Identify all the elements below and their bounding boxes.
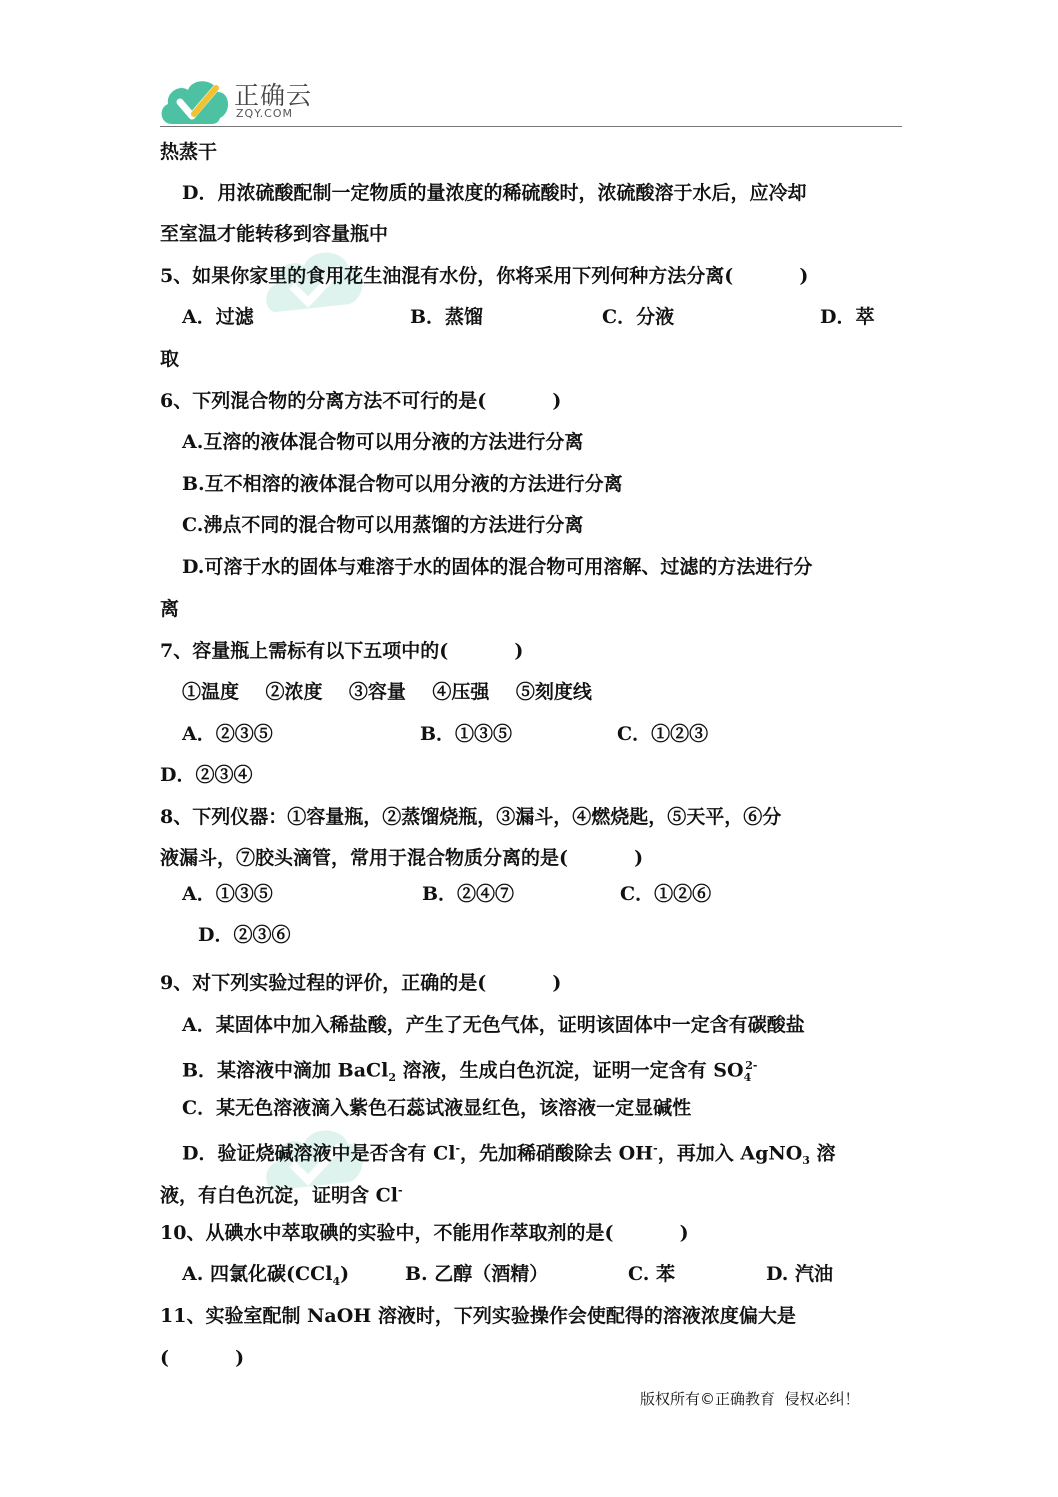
- text-run: 溶: [809, 1142, 836, 1165]
- question-7: 7、容量瓶上需标有以下五项中的( ): [160, 640, 524, 662]
- option: A．①③⑤: [182, 883, 273, 905]
- option: [182, 1262, 349, 1294]
- text-run: 液，有白色沉淀，证明含 Cl: [160, 1184, 398, 1207]
- text-line: D．用浓硫酸配制一定物质的量浓度的稀硫酸时，浓硫酸溶于水后，应冷却: [182, 182, 807, 204]
- text-line: 热蒸干: [160, 141, 218, 163]
- superscript: 2-: [745, 1059, 758, 1072]
- text-line: [160, 1179, 403, 1207]
- text-run: ，先加稀硝酸除去 OH: [460, 1142, 654, 1165]
- option: C．①②⑥: [620, 883, 712, 905]
- option: B．蒸馏: [410, 306, 484, 328]
- superscript: -: [653, 1142, 658, 1155]
- superscript: -: [455, 1142, 461, 1155]
- text-line: 离: [160, 598, 180, 620]
- text-line: 液漏斗，⑦胶头滴管，常用于混合物质分离的是( ): [160, 847, 644, 869]
- text-run: A. 四氯化碳(CCl: [182, 1263, 333, 1285]
- option: A．某固体中加入稀盐酸，产生了无色气体，证明该固体中一定含有碳酸盐: [182, 1014, 805, 1036]
- question-9: 9、对下列实验过程的评价，正确的是( ): [160, 972, 562, 994]
- text-run: ): [340, 1263, 350, 1285]
- text-line: ( ): [160, 1347, 245, 1369]
- question-5: 5、如果你家里的食用花生油混有水份，你将采用下列何种方法分离( ): [160, 265, 809, 287]
- option: D. 汽油: [766, 1263, 834, 1285]
- option: D．萃: [820, 306, 875, 328]
- superscript: -: [397, 1184, 403, 1197]
- text-line: 取: [160, 348, 180, 370]
- option: [182, 1137, 836, 1173]
- logo-text-en: ZQY.COM: [236, 107, 294, 120]
- text-run: 溶液，生成白色沉淀，证明一定含有 SO: [396, 1059, 744, 1082]
- text-run: B．某溶液中滴加 BaCl: [182, 1059, 389, 1082]
- header-divider: [160, 126, 902, 127]
- question-10: 10、从碘水中萃取碘的实验中，不能用作萃取剂的是( ): [160, 1222, 689, 1244]
- question-11: 11、实验室配制 NaOH 溶液时，下列实验操作会使配得的溶液浓度偏大是: [160, 1305, 796, 1327]
- cloud-check-icon: [158, 74, 230, 128]
- subscript: 4: [332, 1274, 341, 1288]
- logo-text-cn: 正确云: [234, 81, 313, 110]
- option: B.互不相溶的液体混合物可以用分液的方法进行分离: [182, 473, 623, 495]
- option: C. 苯: [628, 1263, 676, 1285]
- option: D．②③⑥: [198, 924, 291, 946]
- option: C．分液: [602, 306, 675, 328]
- option: A．过滤: [182, 306, 254, 328]
- subscript: 3: [802, 1154, 810, 1168]
- logo: [158, 74, 328, 128]
- option: B．②④⑦: [422, 883, 515, 905]
- subscript: 4: [743, 1071, 752, 1085]
- option: A．②③⑤: [182, 723, 273, 745]
- footer-copyright: 版权所有©正确教育 侵权必纠！: [640, 1390, 860, 1408]
- option: A.互溶的液体混合物可以用分液的方法进行分离: [182, 431, 584, 453]
- text-run: D．验证烧碱溶液中是否含有 Cl: [182, 1142, 456, 1165]
- option: B．①③⑤: [420, 723, 513, 745]
- option: D．②③④: [160, 764, 253, 786]
- text-run: ，再加入 AgNO: [657, 1142, 803, 1165]
- option: C．某无色溶液滴入紫色石蕊试液显红色，该溶液一定显碱性: [182, 1097, 692, 1119]
- option: C．①②③: [617, 723, 709, 745]
- option: [182, 1054, 757, 1090]
- option: B. 乙醇（酒精）: [405, 1263, 549, 1285]
- subscript: 2: [388, 1071, 397, 1085]
- option: C.沸点不同的混合物可以用蒸馏的方法进行分离: [182, 514, 584, 536]
- option: D.可溶于水的固体与难溶于水的固体的混合物可用溶解、过滤的方法进行分: [182, 556, 813, 578]
- question-8: 8、下列仪器：①容量瓶，②蒸馏烧瓶，③漏斗，④燃烧匙，⑤天平，⑥分: [160, 806, 782, 828]
- question-6: 6、下列混合物的分离方法不可行的是( ): [160, 390, 562, 412]
- text-line: ①温度 ②浓度 ③容量 ④压强 ⑤刻度线: [182, 681, 592, 703]
- text-line: 至室温才能转移到容量瓶中: [160, 223, 389, 245]
